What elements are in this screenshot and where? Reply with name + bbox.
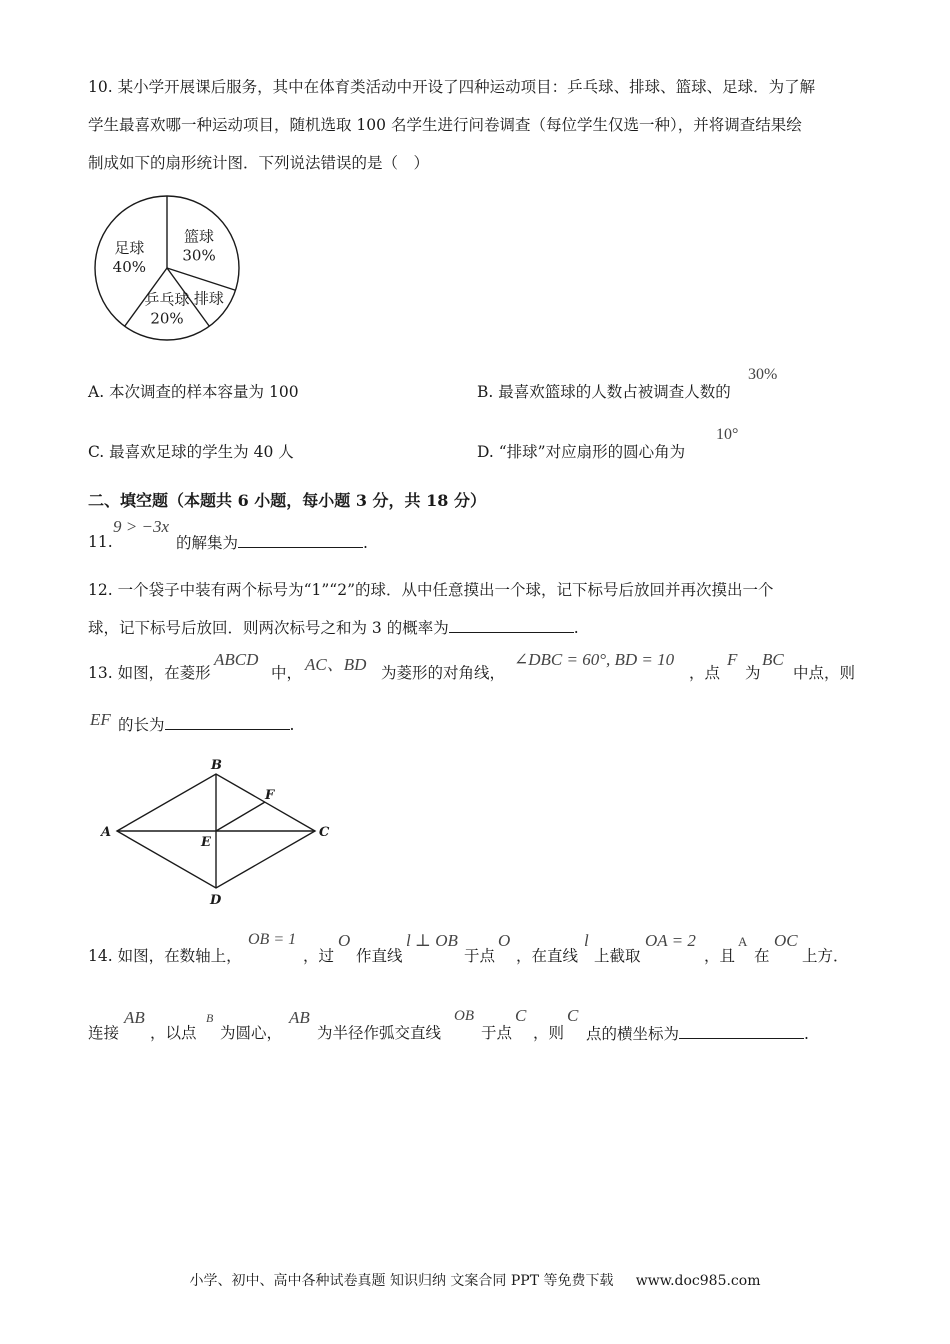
q14-line2-text-3: 为圆心， (220, 1024, 283, 1042)
q14-math-ob2: OB (454, 1008, 474, 1024)
q14-text-3: 作直线 (356, 947, 403, 965)
q10-option-b-math: 30% (748, 366, 778, 383)
q14-text-1: 14. 如图，在数轴上， (88, 947, 242, 965)
q13-text-5: 为 (745, 664, 761, 682)
q10-option-c[interactable]: C. 最喜欢足球的学生为 40 人 (88, 443, 294, 461)
q14-text-6: 上截取 (594, 947, 641, 965)
label-a: A (101, 825, 112, 840)
q13-text-1: 13. 如图，在菱形 (88, 664, 211, 682)
footer-text: 小学、初中、高中各种试卷真题 知识归纳 文案合同 PPT 等免费下载 (189, 1273, 614, 1289)
q14-math-c1: C (515, 1006, 527, 1025)
q10-line2: 学生最喜欢哪一种运动项目，随机选取 100 名学生进行问卷调查（每位学生仅选一种），并将调查结果绘 (88, 116, 802, 134)
q14-math-b: B (206, 1011, 214, 1025)
q12-label: 球，记下标号后放回．则两次标号之和为 3 的概率为 (88, 619, 449, 637)
q12-line2 (88, 617, 579, 638)
pie-percent-0: 30% (182, 246, 216, 265)
q14-math-o2: O (498, 931, 511, 950)
label-e: E (201, 835, 211, 850)
q13-text-2: 中， (271, 664, 303, 682)
q14-math-oc: OC (774, 931, 798, 950)
q14-answer-blank[interactable] (679, 1023, 804, 1039)
pie-chart (82, 183, 252, 353)
label-c: C (319, 825, 330, 840)
q13-math-diagonals: AC、BD (305, 655, 367, 674)
q13-math-abcd: ABCD (214, 650, 259, 669)
q14-math-ob: OB = 1 (248, 931, 297, 948)
footer-url[interactable]: www.doc985.com (635, 1273, 761, 1289)
label-b: B (211, 758, 222, 773)
q14-line2-text-4: 为半径作弧交直线 (317, 1024, 442, 1042)
q10-option-d[interactable]: D. “排球”对应扇形的圆心角为 (477, 443, 686, 461)
label-f: F (265, 788, 275, 803)
pie-percent-2: 20% (150, 309, 184, 328)
q14-line2-text-6: ，则 (533, 1024, 565, 1042)
q14-math-a: A (738, 934, 748, 949)
q10-line3: 制成如下的扇形统计图．下列说法错误的是（ ） (88, 154, 430, 172)
q14-math-c2: C (567, 1006, 579, 1025)
q14-text-5: ，在直线 (516, 947, 579, 965)
section2-heading: 二、填空题（本题共 6 小题，每小题 3 分，共 18 分） (88, 491, 486, 510)
q11-number: 11. (88, 533, 113, 551)
q14-text-2: ，过 (303, 947, 335, 965)
q12-end: . (573, 619, 579, 637)
pie-label-2: 乒乓球 (144, 290, 190, 309)
q14-math-l: l (584, 931, 589, 950)
q10-option-a[interactable]: A. 本次调查的样本容量为 100 (88, 383, 299, 401)
q12-line1: 12. 一个袋子中装有两个标号为“1”“2”的球．从中任意摸出一个球，记下标号后放回并再次摸出一个 (88, 581, 774, 599)
q14-line2-text-2: ，以点 (150, 1024, 197, 1042)
q13-text-4: ，点 (689, 664, 721, 682)
segment-ef (216, 802, 265, 831)
label-d: D (210, 893, 222, 908)
q13-end: . (289, 716, 295, 734)
q14-math-oa: OA = 2 (645, 931, 696, 950)
q11-text (176, 532, 368, 553)
q14-math-perp: l ⊥ OB (406, 931, 458, 950)
q14-line2-text-7 (586, 1023, 809, 1044)
q13-label: 的长为 (118, 716, 165, 734)
pie-label-0: 篮球 (184, 227, 215, 246)
q14-math-o1: O (338, 931, 351, 950)
q10-option-b[interactable]: B. 最喜欢篮球的人数占被调查人数的 (477, 383, 731, 401)
q12-answer-blank[interactable] (449, 617, 574, 633)
q14-math-ab2: AB (289, 1008, 310, 1027)
q13-text-7 (118, 714, 294, 735)
q13-math-bc: BC (762, 650, 784, 669)
q14-label: 点的横坐标为 (586, 1025, 680, 1043)
q14-line2-text-1: 连接 (88, 1024, 120, 1042)
q14-text-8: 在 (754, 947, 770, 965)
q11-answer-blank[interactable] (238, 532, 363, 548)
q11-end: . (363, 534, 368, 552)
footer (0, 1270, 950, 1290)
q10-option-d-math: 10° (716, 426, 739, 443)
q13-math-f: F (727, 650, 738, 669)
q14-text-4: 于点 (464, 947, 496, 965)
q11-label: 的解集为 (176, 534, 239, 552)
q14-math-ab1: AB (124, 1008, 145, 1027)
q13-answer-blank[interactable] (165, 714, 290, 730)
pie-percent-3: 40% (112, 257, 147, 276)
q13-text-6: 中点，则 (793, 664, 856, 682)
q14-end: . (804, 1025, 809, 1043)
q14-line2-text-5: 于点 (481, 1024, 513, 1042)
q14-text-7: ，且 (704, 947, 736, 965)
q14-text-9: 上方． (802, 947, 849, 965)
pie-label-1: 排球 (193, 289, 224, 308)
pie-label-3: 足球 (114, 238, 145, 257)
q11-math: 9 > −3x (113, 517, 169, 536)
rhombus-figure (95, 752, 335, 912)
q13-math-ef: EF (90, 710, 111, 729)
q13-text-3: 为菱形的对角线， (381, 664, 506, 682)
q10-line1: 10. 某小学开展课后服务，其中在体育类活动中开设了四种运动项目：乒乓球、排球、篮球、足球．为了解 (88, 78, 816, 96)
q13-math-angle: ∠DBC = 60°, BD = 10 (514, 650, 675, 669)
